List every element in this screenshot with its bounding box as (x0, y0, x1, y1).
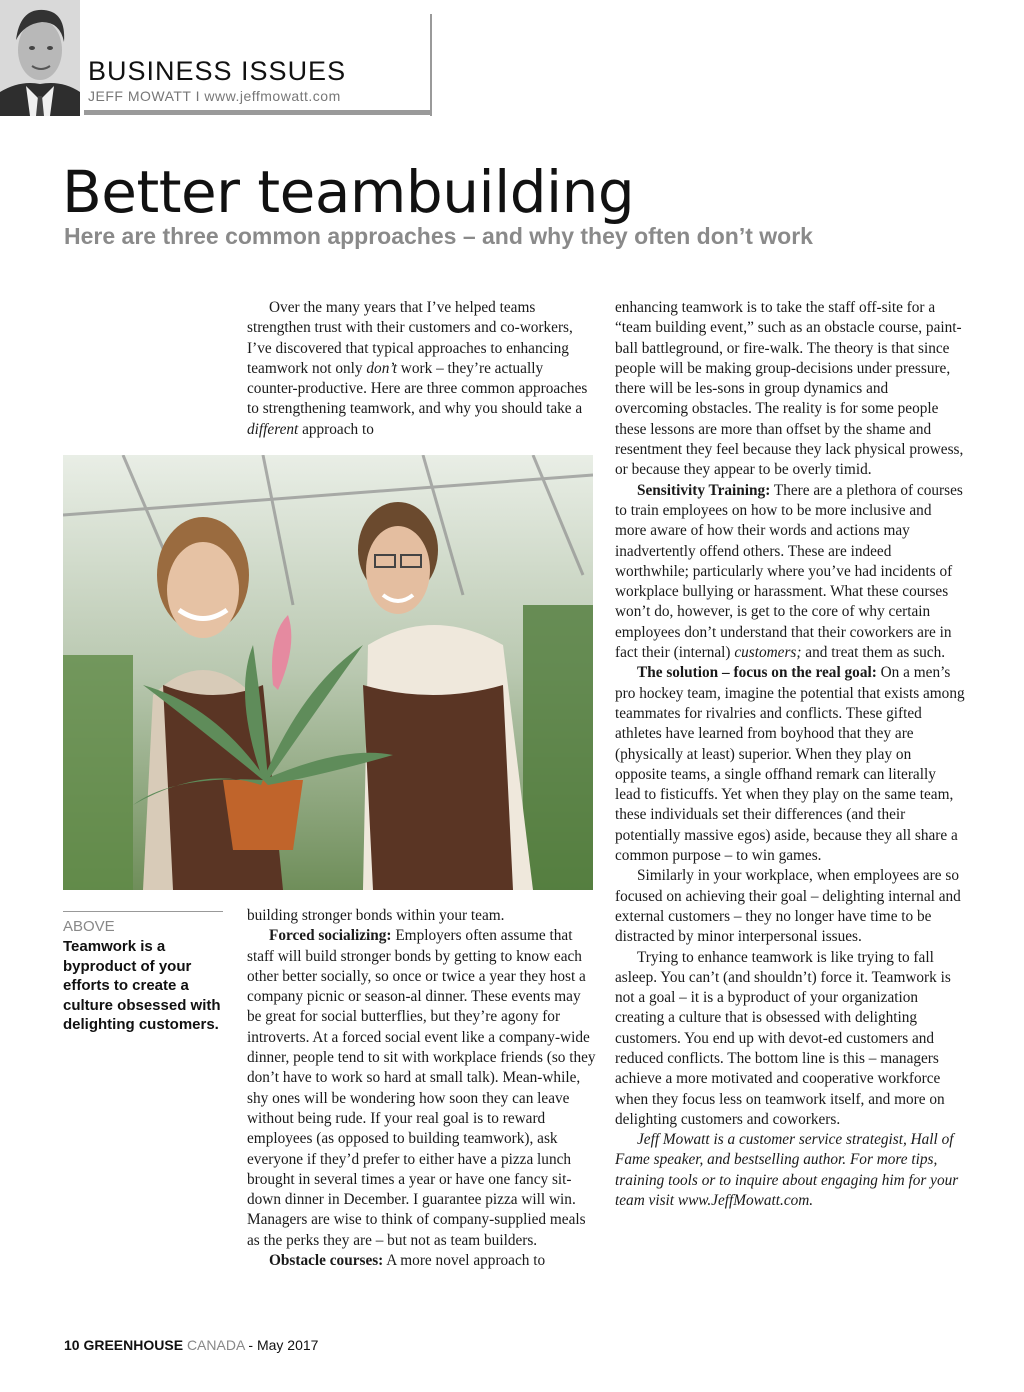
publication-name-bold: GREENHOUSE (83, 1337, 184, 1353)
obstacle-courses-heading: Obstacle courses: (269, 1252, 384, 1270)
header-rule-vertical (430, 14, 432, 116)
trying-paragraph: Trying to enhance teamwork is like trying to fall asleep. You can’t (and shouldn’t) force it. Teamwork is not a goal – it is a byproduct of your organization creating a culture that is obsessed with delighting customers. You end up with devot-ed customers and reduced conflicts. The bottom line is this – managers achieve a more motivated and cooperative workforce when they focus less on teamwork itself, and more on delighting customers and coworkers. (615, 948, 951, 1128)
caption-text: Teamwork is a byproduct of your efforts to create a culture obsessed with delighting customers. (63, 938, 221, 1033)
column-title: BUSINESS ISSUES (88, 56, 347, 86)
obstacle-courses-continuation: enhancing teamwork is to take the staff off-site for a “team building event,” such as an obstacle course, paint-ball battleground, or fire-walk. The theory is that since people will be making group-decisions under pressure, there will be les-sons in group dynamics and overcoming obstacles. The reality is for some people these lessons are more than offset by the shame and resentment they feel because they lack physical prowess, or because they appear to be overly timid. (615, 299, 964, 479)
emphasis-different: different (247, 420, 299, 438)
obstacle-courses-paragraph: Obstacle courses: A more novel approach to (269, 1252, 546, 1270)
solution-paragraph: The solution – focus on the real goal: On a men’s pro hockey team, imagine the potential that exists among teammates for rivalries and conflicts. These gifted athletes have learned from boyhood that they are (physically at least) superior. When they play on opposite teams, a single offhand remark can literally lead to fisticuffs. Yet when they play on the same team, these individuals set their differences (and their potentially massive egos) aside, because they all share a common purpose – to win games. (615, 664, 965, 865)
publication-name-light: CANADA (186, 1337, 245, 1353)
forced-socializing-heading: Forced socializing: (269, 927, 392, 945)
emphasis-customers: customers; (734, 644, 802, 662)
solution-heading: The solution – focus on the real goal: (637, 664, 877, 682)
photo-caption (63, 911, 223, 1035)
intro-paragraph: Over the many years that I’ve helped teams strengthen trust with their customers and co-workers, I’ve discovered that typical approaches to enhancing teamwork not only don’t work – they’re actually counter-productive. Here are three common approaches to strengthening teamwork, and why you should take a different approach to (247, 299, 588, 438)
sensitivity-training-heading: Sensitivity Training: (637, 481, 771, 499)
issue-date: - May 2017 (248, 1337, 319, 1353)
page-footer (64, 1337, 318, 1353)
sensitivity-training-paragraph: Sensitivity Training: There are a plethora of courses to train employees on how to be more inclusive and more aware of how their words and actions may inadvertently offend others. These are indeed worthwhile; particularly where you’ve had incidents of workplace bullying or harassment. What these courses won’t do, however, is get to the core of why certain employees don’t understand that their coworkers are in fact their (internal) customers; and treat them as such. (615, 481, 963, 662)
article-body-right (615, 298, 965, 1211)
similarly-paragraph: Similarly in your workplace, when employees are so focused on achieving their goal – delighting internal and external customers – they no longer have time to be distracted by minor interpersonal issues. (615, 867, 961, 946)
caption-label: ABOVE (63, 918, 115, 935)
column-header (0, 0, 434, 116)
article-body-middle (247, 906, 597, 1271)
article-title: Better teambuilding (62, 158, 635, 226)
author-bio: Jeff Mowatt is a customer service strategist, Hall of Fame speaker, and bestselling author. For more tips, training tools or to inquire about engaging him for your team visit www.JeffMowatt.com. (615, 1131, 959, 1210)
forced-socializing-paragraph: Forced socializing: Employers often assume that staff will build stronger bonds by getting to know each other better socially, so once or twice a year they host a company picnic or season-al dinner. These events may be great for social butterflies, but they’re agony for introverts. At a forced social event like a company-wide dinner, people tend to sit with workplace friends (so they don’t have to work so hard at small talk). Mean-while, shy ones will be wondering how soon they can leave without being rude. If your real goal is to reward employees (as opposed to building teamwork), ask everyone if they’d prefer to either have a pizza lunch brought in several times a year or have one fancy sit-down dinner in December. I guarantee pizza will win. Managers are wise to think of company-supplied meals as the perks they are – but not as team builders. (247, 927, 596, 1249)
page-number: 10 (64, 1337, 80, 1353)
header-rule-horizontal (84, 110, 432, 115)
author-headshot (0, 0, 80, 116)
emphasis-dont: don’t (366, 359, 397, 377)
intro-continuation: building stronger bonds within your team. (247, 907, 505, 924)
article-subtitle: Here are three common approaches – and why they often don’t work (64, 223, 813, 249)
intro-text (247, 298, 597, 440)
author-byline: JEFF MOWATT I www.jeffmowatt.com (88, 88, 341, 104)
article-photo (63, 455, 593, 890)
